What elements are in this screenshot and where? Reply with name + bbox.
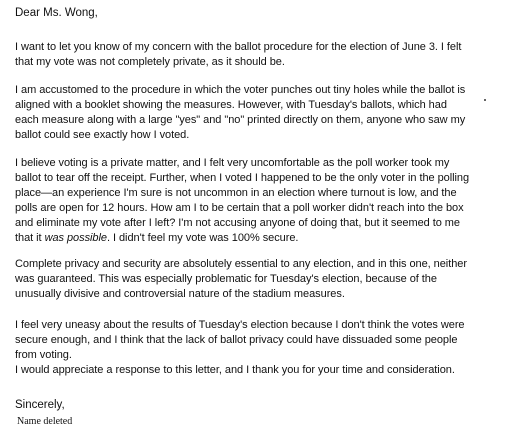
paragraph-line: aligned with a booklet showing the measures. However, with Tuesday's ballots, which had: [15, 99, 447, 111]
emphasis-text: was possible: [44, 232, 107, 244]
paragraph-line: that my vote was not completely private, as it should be.: [15, 56, 285, 68]
paragraph-line: ballot to tear off the receipt. Further, when I voted I happened to be the only voter in the polling: [15, 172, 470, 184]
paragraph-line: each measure along with a large "yes" and "no" printed directly on them, anyone who saw my: [15, 114, 466, 126]
paragraph-4: [15, 257, 521, 302]
paragraph-6: [15, 363, 521, 378]
paragraph-line: secure enough, and I think that the lack of ballot privacy could have dissuaded some people: [15, 334, 458, 346]
paragraph-line: place—an experience I'm sure is not uncommon in an election where turnout is low, and the: [15, 187, 457, 199]
paragraph-line: I feel very uneasy about the results of Tuesday's election because I don't think the votes were: [15, 319, 465, 331]
paragraph-line: unusually divisive and controversial nature of the stadium measures.: [15, 288, 345, 300]
salutation: Dear Ms. Wong,: [15, 7, 98, 19]
paragraph-line: I believe voting is a private matter, and I felt very uncomfortable as the poll worker took my: [15, 157, 450, 169]
paragraph-line: from voting.: [15, 349, 72, 361]
paragraph-line: that it was possible. I didn't feel my vote was 100% secure.: [15, 232, 299, 244]
paragraph-line: I would appreciate a response to this letter, and I thank you for your time and consideration.: [15, 364, 455, 376]
paragraph-1: [15, 40, 521, 70]
paragraph-line: Complete privacy and security are absolutely essential to any election, and in this one, neither: [15, 258, 467, 270]
paragraph-3: [15, 156, 521, 246]
paragraph-line: ballot could see exactly how I voted.: [15, 129, 190, 141]
paragraph-line: I am accustomed to the procedure in which the voter punches out tiny holes while the ballot is: [15, 84, 466, 96]
closing: Sincerely,: [15, 399, 65, 411]
paragraph-line: and eliminate my vote after I left? I'm not accusing anyone of doing that, but it seemed to me: [15, 217, 460, 229]
paragraph-line: I want to let you know of my concern with the ballot procedure for the election of June 3. I felt: [15, 41, 462, 53]
paragraph-line: polls are open for 12 hours. How am I to be certain that a poll worker didn't reach into the box: [15, 202, 464, 214]
paragraph-5: [15, 318, 521, 363]
signature-name: Name deleted: [17, 416, 73, 427]
scan-speck: [484, 99, 486, 101]
paragraph-line: was guaranteed. This was especially problematic for Tuesday's election, because of the: [15, 273, 437, 285]
paragraph-2: [15, 83, 521, 143]
